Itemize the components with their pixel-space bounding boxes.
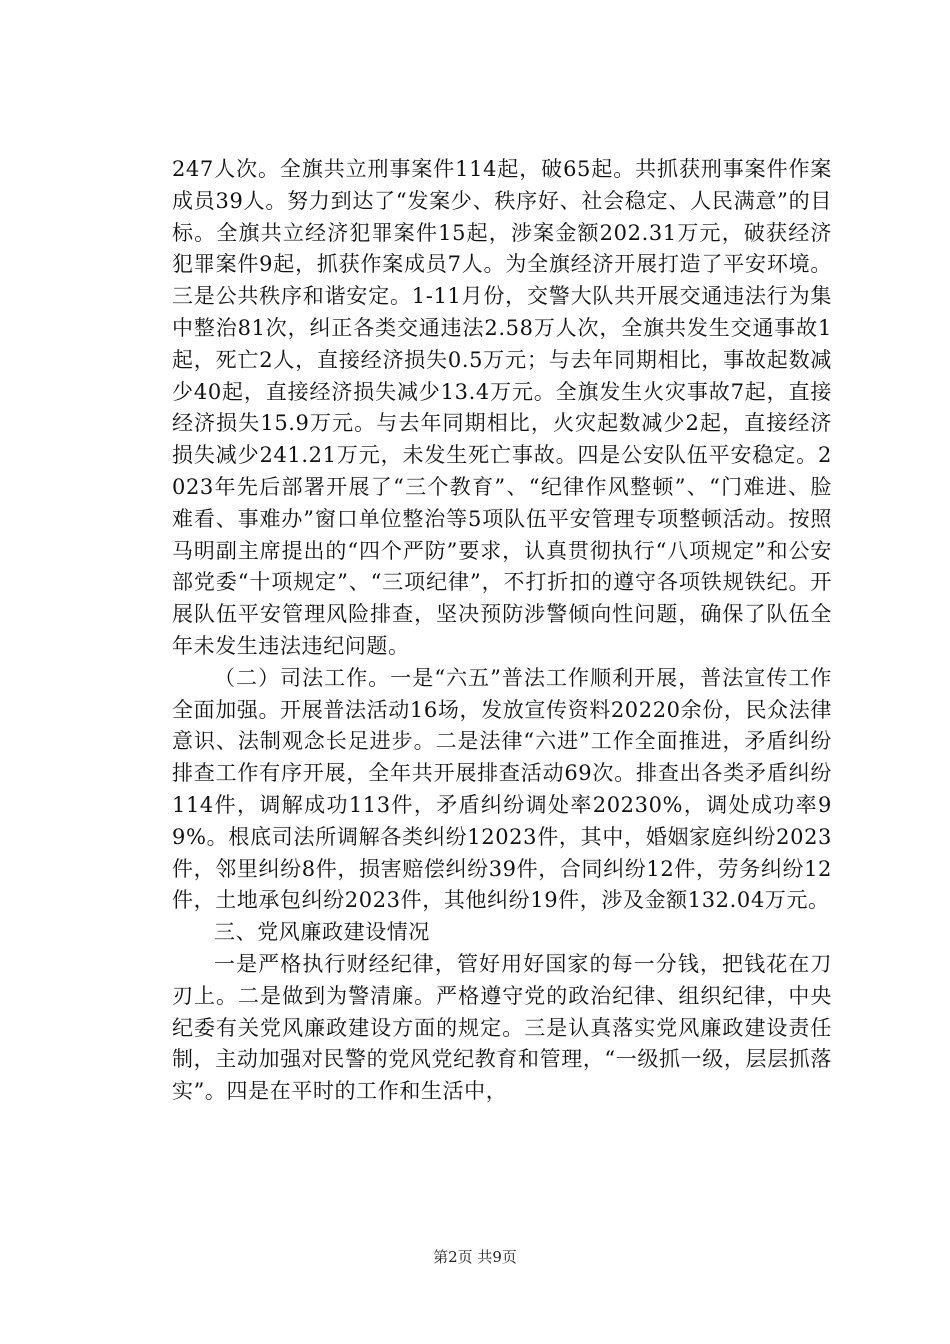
paragraph-judicial-work: （二）司法工作。一是“六五”普法工作顺利开展，普法宣传工作全面加强。开展普法活动16场，发放宣传资料20220余份，民众法律意识、法制观念长足进步。二是法律“六进”工作全面推进，矛盾纠纷排查工作有序开展，全年共开展排查活动69次。排查出各类矛盾纠纷114件，调解成功113件，矛盾纠纷调处率20230%，调处成功率99%。根底司法所调解各类纠纷12023件，其中，婚姻家庭纠纷2023件，邻里纠纷8件，损害赔偿纠纷39件，合同纠纷12件，劳务纠纷12件，土地承包纠纷2023件，其他纠纷19件，涉及金额132.04万元。 bbox=[172, 665, 832, 913]
paragraph-party-integrity: 一是严格执行财经纪律，管好用好国家的每一分钱，把钱花在刀刃上。二是做到为警清廉。严格遵守党的政治纪律、组织纪律，中央纪委有关党风廉政建设方面的规定。三是认真落实党风廉政建设责任制，主动加强对民警的党风党纪教育和管理，“一级抓一级，层层抓落实”。四是在平时的工作和生活中， bbox=[172, 951, 832, 1104]
document-body bbox=[172, 154, 832, 1108]
section-heading-party-integrity: 三、党风廉政建设情况 bbox=[214, 920, 430, 945]
page-number-footer: 第2页 共9页 bbox=[433, 1248, 517, 1266]
paragraph-public-security-summary: 247人次。全旗共立刑事案件114起，破65起。共抓获刑事案件作案成员39人。努力到达了“发案少、秩序好、社会稳定、人民满意”的目标。全旗共立经济犯罪案件15起，涉案金额202.31万元，破获经济犯罪案件9起，抓获作案成员7人。为全旗经济开展打造了平安环境。三是公共秩序和谐安定。1-11月份，交警大队共开展交通违法行为集中整治81次，纠正各类交通违法2.58万人次，全旗共发生交通事故1起，死亡2人，直接经济损失0.5万元；与去年同期相比，事故起数减少40起，直接经济损失减少13.4万元。全旗发生火灾事故7起，直接经济损失15.9万元。与去年同期相比，火灾起数减少2起，直接经济损失减少241.21万元，未发生死亡事故。四是公安队伍平安稳定。2023年先后部署开展了“三个教育”、“纪律作风整顿”、“门难进、脸难看、事难办”窗口单位整治等5项队伍平安管理专项整顿活动。按照马明副主席提出的“四个严防”要求，认真贯彻执行“八项规定”和公安部党委“十项规定”、“三项纪律”，不打折扣的遵守各项铁规铁纪。开展队伍平安管理风险排查，坚决预防涉警倾向性问题，确保了队伍全年未发生违法违纪问题。 bbox=[172, 157, 832, 658]
